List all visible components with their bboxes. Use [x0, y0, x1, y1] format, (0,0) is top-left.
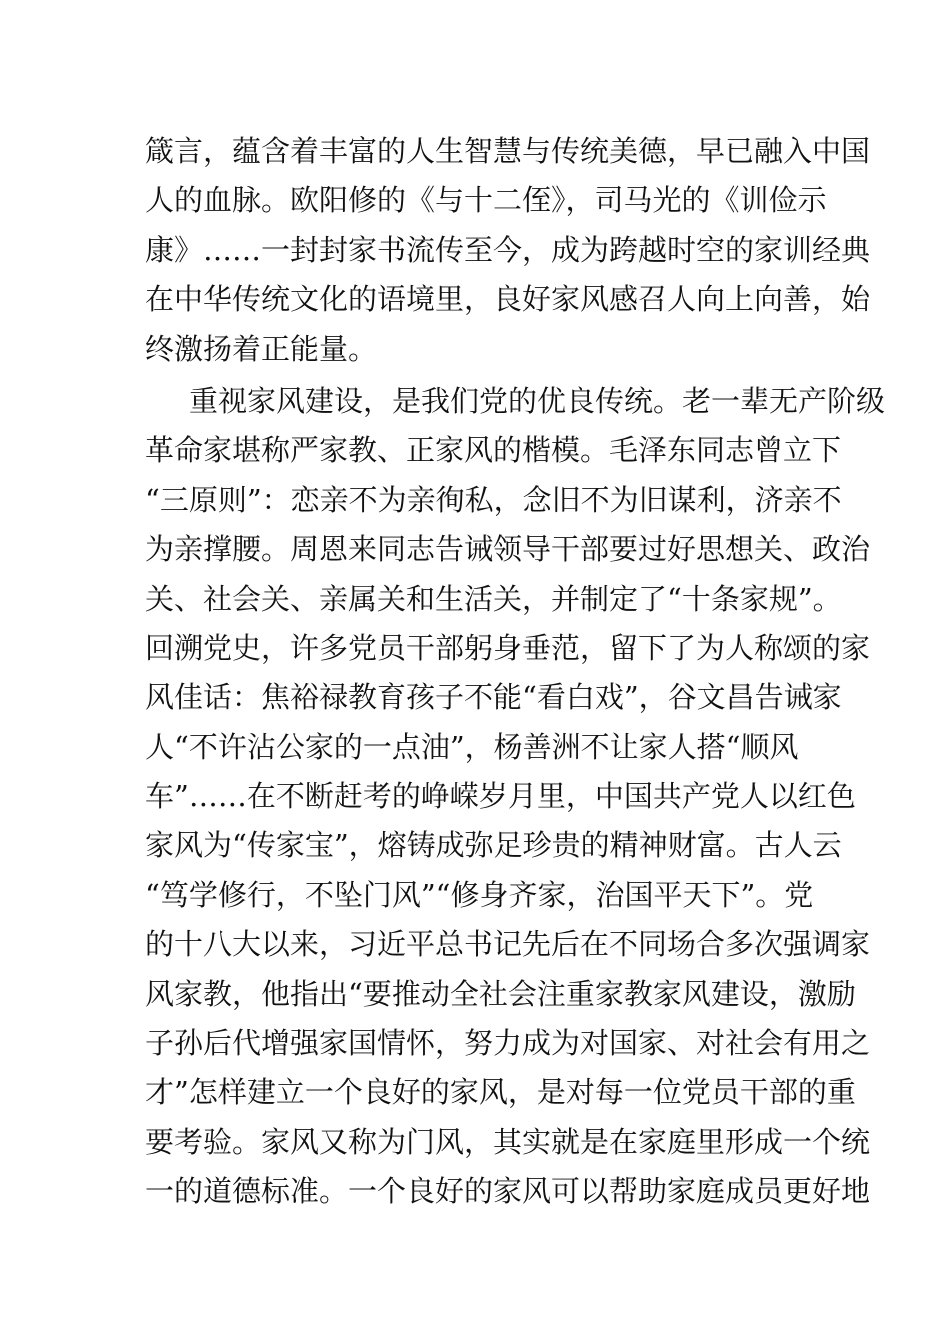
- text-line: 要考验。家风又称为门风，其实就是在家庭里形成一个统: [145, 1124, 871, 1159]
- text-line: 回溯党史，许多党员干部躬身垂范，留下了为人称颂的家: [145, 630, 871, 665]
- text-line: 箴言，蕴含着丰富的人生智慧与传统美德，早已融入中国: [145, 134, 871, 168]
- body-text: [145, 127, 886, 1217]
- text-line: 的十八大以来，习近平总书记先后在不同场合多次强调家: [145, 927, 871, 962]
- text-line: 家风为“传家宝”，熔铸成弥足珍贵的精神财富。古人云: [145, 828, 842, 863]
- text-line: 一的道德标准。一个良好的家风可以帮助家庭成员更好地: [145, 1174, 871, 1209]
- text-line: “笃学修行，不坠门风”“修身齐家，治国平天下”。党: [145, 877, 814, 912]
- text-line: 风佳话：焦裕禄教育孩子不能“看白戏”，谷文昌告诫家: [145, 680, 842, 715]
- text-line: 关、社会关、亲属关和生活关，并制定了“十条家规”。: [145, 581, 842, 616]
- text-line: 重视家风建设，是我们党的优良传统。老一辈无产阶级: [189, 383, 886, 418]
- text-line: 人的血脉。欧阳修的《与十二侄》，司马光的《训俭示: [145, 183, 827, 218]
- text-line: 终激扬着正能量。: [145, 331, 378, 366]
- text-line: 革命家堪称严家教、正家风的楷模。毛泽东同志曾立下: [145, 433, 842, 468]
- text-line: 子孙后代增强家国情怀，努力成为对国家、对社会有用之: [145, 1026, 871, 1061]
- text-line: 康》……一封封家书流传至今，成为跨越时空的家训经典: [145, 232, 871, 267]
- text-line: “三原则”：恋亲不为亲徇私，念旧不为旧谋利，济亲不: [145, 482, 842, 517]
- text-line: 为亲撑腰。周恩来同志告诫领导干部要过好思想关、政治: [145, 532, 871, 567]
- text-line: 才”怎样建立一个良好的家风，是对每一位党员干部的重: [145, 1075, 856, 1110]
- text-line: 在中华传统文化的语境里，良好家风感召人向上向善，始: [145, 282, 871, 317]
- text-line: 风家教，他指出“要推动全社会注重家教家风建设，激励: [145, 976, 856, 1011]
- text-line: 人“不许沾公家的一点油”，杨善洲不让家人搭“顺风: [145, 729, 799, 764]
- text-line: 车”……在不断赶考的峥嵘岁月里，中国共产党人以红色: [145, 779, 856, 814]
